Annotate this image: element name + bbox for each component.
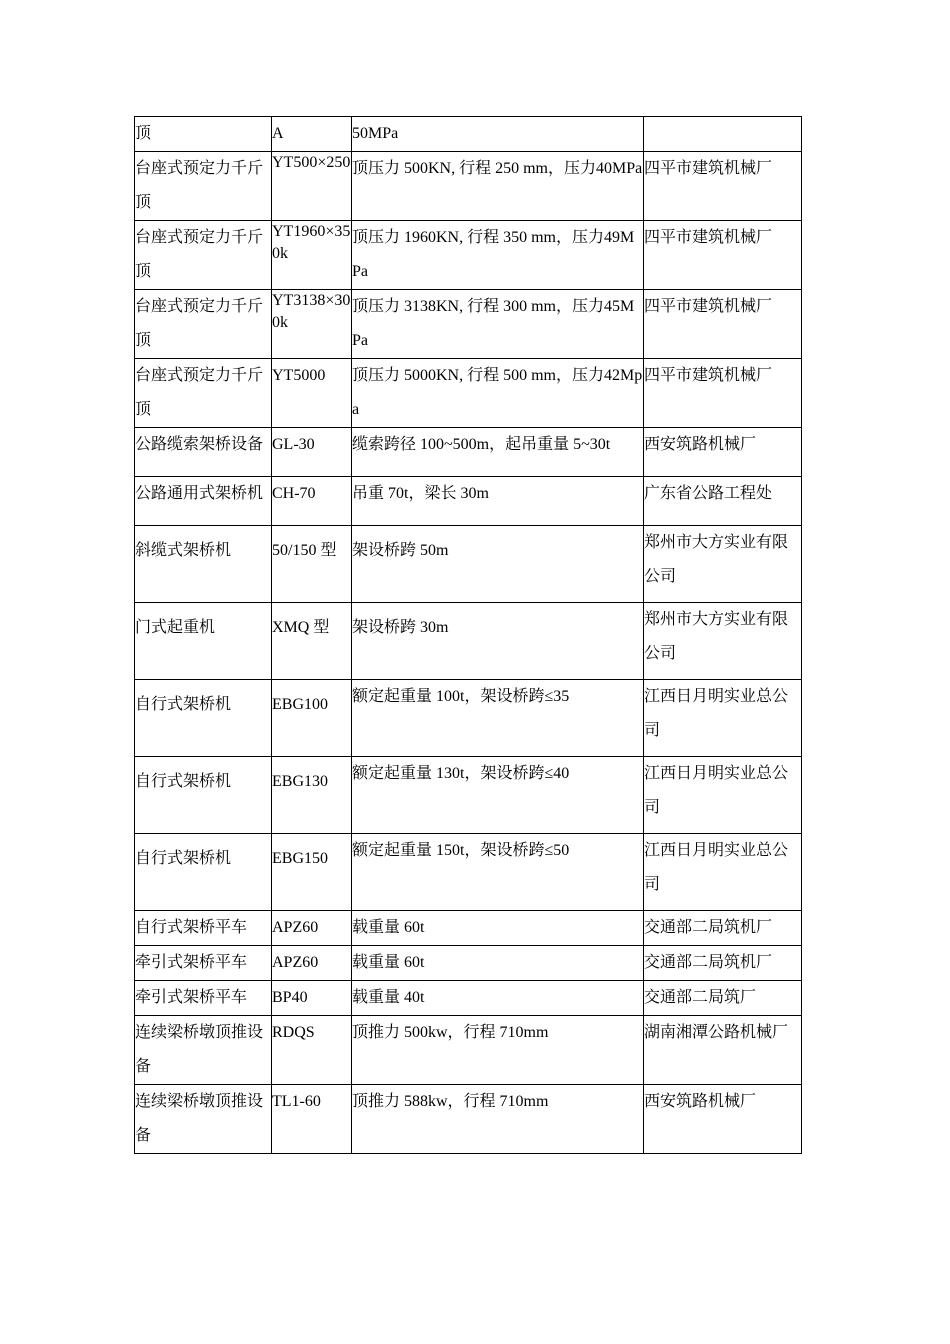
model-cell: A [272,117,352,152]
table-row [135,477,802,526]
equipment-name-cell: 公路通用式架桥机 [135,477,272,526]
table-row [135,290,802,359]
table-row [135,1016,802,1085]
manufacturer-cell [644,117,802,152]
spec-cell: 缆索跨径 100~500m，起吊重量 5~30t [352,428,644,477]
equipment-name-cell: 顶 [135,117,272,152]
table-row [135,603,802,680]
spec-cell: 顶推力 500kw，行程 710mm [352,1016,644,1085]
table-row [135,152,802,221]
table-row [135,981,802,1016]
manufacturer-cell: 交通部二局筑机厂 [644,946,802,981]
equipment-name-cell: 自行式架桥机 [135,680,272,757]
table-row [135,526,802,603]
equipment-name-cell: 连续梁桥墩顶推设备 [135,1016,272,1085]
manufacturer-cell: 四平市建筑机械厂 [644,221,802,290]
spec-cell: 额定起重量 150t，架设桥跨≤50 [352,834,644,911]
equipment-name-cell: 自行式架桥机 [135,757,272,834]
equipment-name-cell: 台座式预定力千斤顶 [135,359,272,428]
model-cell: YT1960×350k [272,221,352,290]
model-cell: XMQ 型 [272,603,352,680]
model-cell: EBG150 [272,834,352,911]
table-row [135,680,802,757]
model-cell: TL1-60 [272,1085,352,1154]
model-cell: GL-30 [272,428,352,477]
table-row [135,221,802,290]
model-cell: EBG130 [272,757,352,834]
spec-cell: 额定起重量 130t，架设桥跨≤40 [352,757,644,834]
model-cell: YT5000 [272,359,352,428]
model-cell: YT3138×300k [272,290,352,359]
manufacturer-cell: 四平市建筑机械厂 [644,359,802,428]
table-row [135,757,802,834]
spec-cell: 50MPa [352,117,644,152]
table-row [135,117,802,152]
equipment-name-cell: 斜缆式架桥机 [135,526,272,603]
table-row [135,834,802,911]
manufacturer-cell: 西安筑路机械厂 [644,1085,802,1154]
table-row [135,911,802,946]
spec-cell: 载重量 40t [352,981,644,1016]
model-cell: RDQS [272,1016,352,1085]
manufacturer-cell: 交通部二局筑机厂 [644,911,802,946]
table-row [135,359,802,428]
model-cell: APZ60 [272,946,352,981]
model-cell: YT500×250 [272,152,352,221]
equipment-name-cell: 台座式预定力千斤顶 [135,152,272,221]
manufacturer-cell: 四平市建筑机械厂 [644,152,802,221]
equipment-name-cell: 自行式架桥平车 [135,911,272,946]
spec-cell: 架设桥跨 50m [352,526,644,603]
spec-cell: 吊重 70t，梁长 30m [352,477,644,526]
manufacturer-cell: 四平市建筑机械厂 [644,290,802,359]
manufacturer-cell: 江西日月明实业总公司 [644,757,802,834]
table-row [135,946,802,981]
spec-cell: 架设桥跨 30m [352,603,644,680]
manufacturer-cell: 郑州市大方实业有限公司 [644,603,802,680]
manufacturer-cell: 交通部二局筑厂 [644,981,802,1016]
manufacturer-cell: 江西日月明实业总公司 [644,834,802,911]
manufacturer-cell: 广东省公路工程处 [644,477,802,526]
equipment-name-cell: 公路缆索架桥设备 [135,428,272,477]
model-cell: EBG100 [272,680,352,757]
manufacturer-cell: 西安筑路机械厂 [644,428,802,477]
spec-cell: 额定起重量 100t，架设桥跨≤35 [352,680,644,757]
model-cell: CH-70 [272,477,352,526]
equipment-table [134,116,802,1154]
equipment-name-cell: 牵引式架桥平车 [135,946,272,981]
spec-cell: 顶压力 3138KN, 行程 300 mm，压力45MPa [352,290,644,359]
spec-cell: 载重量 60t [352,911,644,946]
manufacturer-cell: 郑州市大方实业有限公司 [644,526,802,603]
model-cell: BP40 [272,981,352,1016]
equipment-name-cell: 台座式预定力千斤顶 [135,221,272,290]
table-row [135,1085,802,1154]
manufacturer-cell: 江西日月明实业总公司 [644,680,802,757]
equipment-name-cell: 自行式架桥机 [135,834,272,911]
model-cell: 50/150 型 [272,526,352,603]
equipment-name-cell: 门式起重机 [135,603,272,680]
spec-cell: 顶推力 588kw，行程 710mm [352,1085,644,1154]
equipment-name-cell: 牵引式架桥平车 [135,981,272,1016]
model-cell: APZ60 [272,911,352,946]
spec-cell: 顶压力 5000KN, 行程 500 mm，压力42Mpa [352,359,644,428]
equipment-name-cell: 台座式预定力千斤顶 [135,290,272,359]
equipment-name-cell: 连续梁桥墩顶推设备 [135,1085,272,1154]
spec-cell: 载重量 60t [352,946,644,981]
spec-cell: 顶压力 500KN, 行程 250 mm，压力40MPa [352,152,644,221]
manufacturer-cell: 湖南湘潭公路机械厂 [644,1016,802,1085]
table-row [135,428,802,477]
spec-cell: 顶压力 1960KN, 行程 350 mm，压力49MPa [352,221,644,290]
